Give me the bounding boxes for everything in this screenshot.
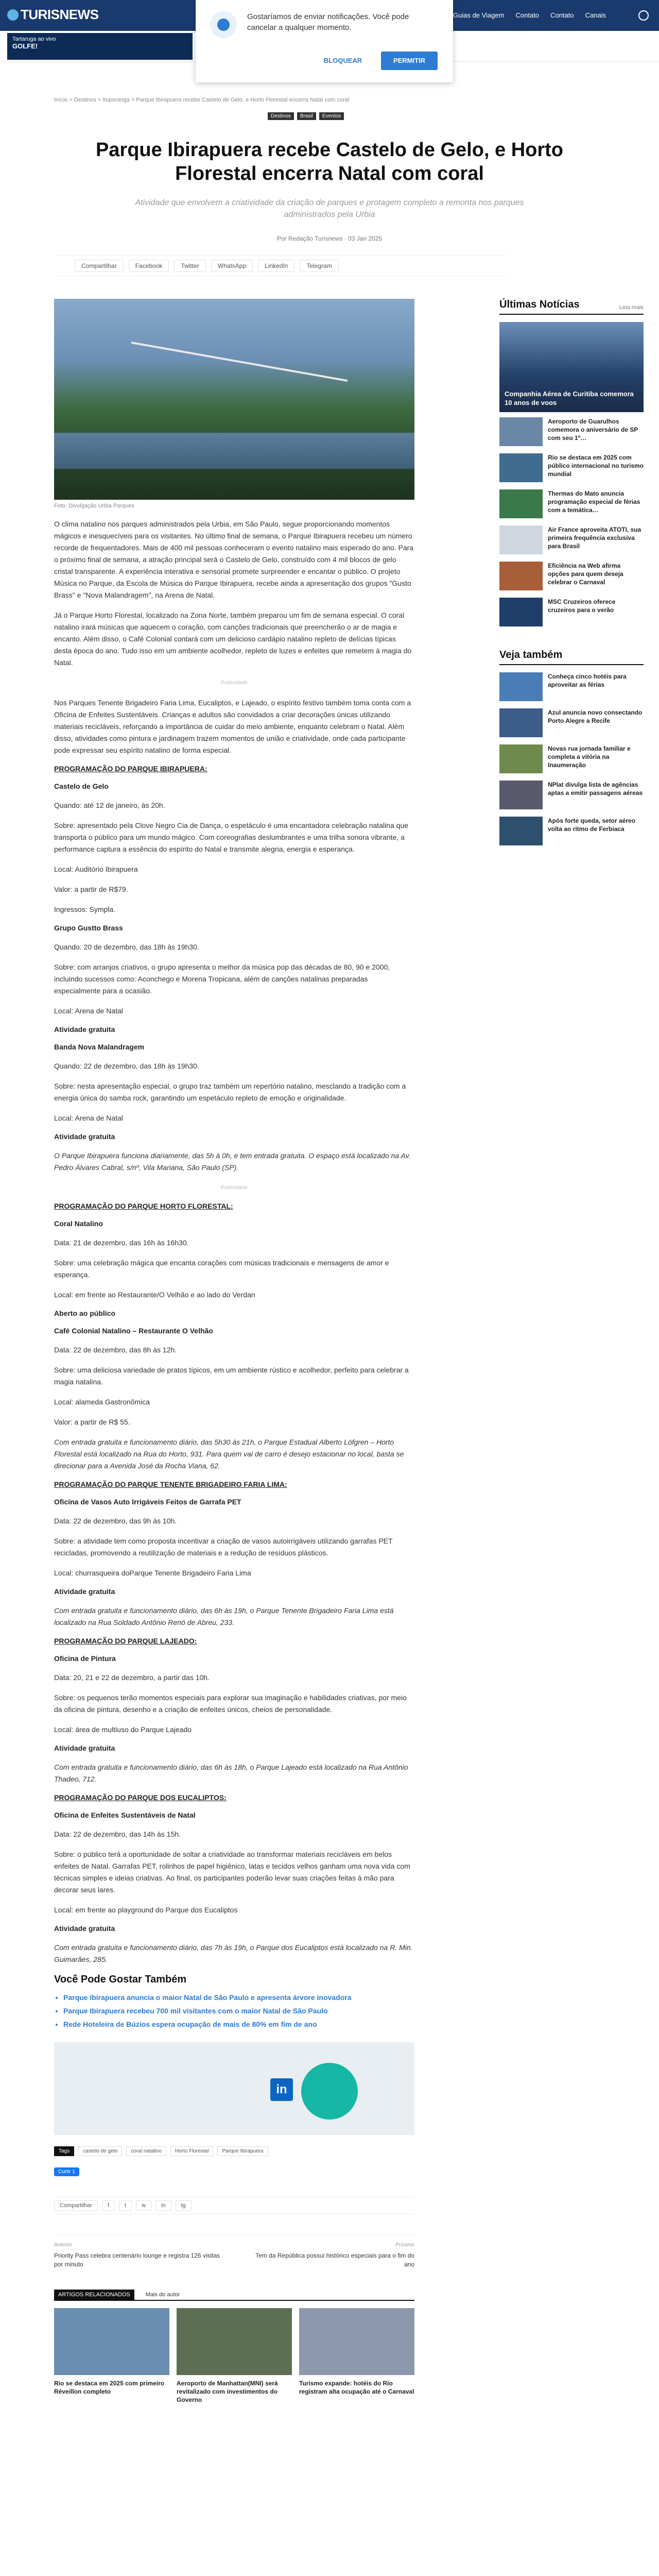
article-title: Parque Ibirapuera recebe Castelo de Gelo, e Horto Florestal encerra Natal com coral [95,139,564,184]
event-free: Atividade gratuita [54,1924,115,1933]
event-about: Sobre: uma celebração mágica que encanta corações com músicas tradicionais e mensagens de amor e esperança. [54,1259,389,1279]
park-note: Com entrada gratuita e funcionamento diário, das 6h às 19h, o Parque Tenente Brigadeiro Faria Lima está localizado na Rua Soldado Antônio Renó de Abreu, 233. [54,1606,394,1626]
linkedin-icon[interactable]: in [155,2200,171,2211]
event-free: Atividade gratuita [54,1132,115,1141]
event-when: Quando: 22 de dezembro, das 18h às 19h30. [54,1062,199,1070]
article-subtitle: Atividade que envolvem a criatividade da criação de parques e protagem completo a remonta nos parques administrados pela Urbia [135,198,524,219]
whatsapp-icon[interactable]: w [136,2200,151,2211]
park-note: Com entrada gratuita e funcionamento diário, das 5h30 às 21h, o Parque Estadual Alberto Löfgren – Horto Florestal está localizado na Rua do Horto, 931. Para quem vai de carro é desejo estacionar no local, basta se direcionar para a Avenida José da Rocha Viana, 62. [54,1438,404,1470]
ad-separator: Publicidade [221,680,248,686]
event-about: Sobre: uma deliciosa variedade de pratos típicos, em um ambiente rústico e acolhedor, perfeito para celebrar a magia natalina. [54,1366,409,1386]
thumb-image [499,417,543,446]
event-when: Quando: até 12 de janeiro, às 20h. [54,801,165,809]
site-logo[interactable]: TURISNEWS [7,7,99,23]
like-button[interactable]: Curtir 1 [54,2167,79,2176]
ad-separator: Publicidade [221,1185,248,1191]
linkedin-icon: in [270,2078,293,2101]
nav-item[interactable]: Guias de Viagem [453,11,505,19]
event-free: Atividade gratuita [54,1744,115,1752]
event-title: Coral Natalino [54,1219,103,1228]
breadcrumb: Início > Destinos > Ituporanga > Parque Ibirapuera recebe Castelo de Gelo, e Horto Florestal encerra Natal com coral [54,97,350,103]
latest-item[interactable]: Eficiência na Web afirma opções para quem deseja celebrar o Carnaval [499,562,644,590]
related-tabs [54,2290,414,2301]
bottom-ad-banner[interactable] [54,2042,414,2135]
event-title: Grupo Gustto Brass [54,924,123,932]
event-when: Data: 22 de dezembro, das 8h às 12h. [54,1346,177,1354]
thumb-image [499,598,543,626]
section-heading: PROGRAMAÇÃO DO PARQUE TENENTE BRIGADEIRO FARIA LIMA: [54,1480,287,1488]
tag-link[interactable]: Horto Florestal [170,2146,214,2156]
section-heading: PROGRAMAÇÃO DO PARQUE HORTO FLORESTAL: [54,1202,233,1210]
also-like-heading: Você Pode Gostar Também [54,1974,187,1985]
event-tickets[interactable]: Ingressos: Sympla. [54,905,116,913]
paragraph: O clima natalino nos parques administrados pela Urbia, em São Paulo, segue proporcionando momentos mágicos e inesquecíveis para os visitantes. No último final de semana, o Parque Ibirapuera recebeu um número recorde de frequentadores. Mais de 400 mil pessoas conheceram o evento natalino mais esperado do ano. Para o próximo final de semana, a atração principal será o Castelo de Gelo, construído com 4 mil blocos de gelo cristal transparente. A experiência interativa e sensorial promete surpreender e encantar o público. O projeto Música no Parque, da Escola de Música do Parque Ibirapuera, recebe ainda a apresentação dos grupos "Gusto Brass" e "Nova Malandragem", na Arena de Natal. [54,520,414,599]
brand-circle-shape [301,2063,358,2120]
thumb-image [499,453,543,482]
tag-link[interactable]: Parque Ibirapuera [217,2146,268,2156]
bottom-share-bar [54,2197,414,2214]
latest-item[interactable]: MSC Cruzeiros oferece cruzeiros para o verão [499,598,644,626]
telegram-icon[interactable]: tg [176,2200,192,2211]
event-about: Sobre: os pequenos terão momentos especiais para explorar sua imaginação e habilidades criativas, por meio da oficina de pintura, desenho e a criação de enfeites únicos, cheios de personalidade. [54,1693,407,1714]
section-heading: PROGRAMAÇÃO DO PARQUE DOS EUCALIPTOS: [54,1793,227,1802]
event-title: Oficina de Pintura [54,1654,116,1663]
event-value: Valor: a partir de R$79. [54,885,128,893]
related-card[interactable]: Rio se destaca em 2025 com primeiro Réveillon completo [54,2308,169,2412]
article-body [54,299,414,2412]
event-about: Sobre: a atividade tem como proposta incentivar a criação de vasos autoirrigáveis utilizando garrafas PET recicladas, promovendo a reutilização de materiais e a redução de resíduos plásticos. [54,1537,393,1557]
tab-more-author[interactable]: Mais do autor [145,2292,180,2298]
event-when: Data: 22 de dezembro, das 9h às 10h. [54,1517,177,1525]
thumb-image [499,708,543,737]
event-local: Local: churrasqueira doParque Tenente Brigadeiro Faria Lima [54,1569,251,1577]
thumb-image [499,526,543,554]
nav-item[interactable]: Contato [515,11,540,19]
nav-item[interactable]: Contato [550,11,574,19]
share-bar [54,256,507,276]
event-local: Local: Auditório Ibirapuera [54,865,138,873]
event-about: Sobre: com arranjos criativos, o grupo apresenta o melhor da música pop das décadas de 80, 90 e 2000, incluindo sucessos como: Aconchego e Morena Tropicana, além de canções natalinas preparadas especialmente para a ocasião. [54,963,390,995]
thumb-image [499,817,543,845]
event-title: Café Colonial Natalino – Restaurante O Velhão [54,1327,213,1335]
post-navigation [54,2235,414,2269]
tag[interactable]: Eventos [319,112,344,120]
event-value: Valor: a partir de R$ 55. [54,1418,130,1426]
section-heading: PROGRAMAÇÃO DO PARQUE LAJEADO: [54,1637,197,1645]
bell-icon [210,11,237,38]
block-button[interactable]: BLOQUEAR [323,57,362,64]
event-when: Data: 20, 21 e 22 de dezembro, a partir das 10h. [54,1673,210,1682]
event-about: Sobre: apresentado pela Clove Negro Cia de Dança, o espetáculo é uma encantadora celebração natalina que transporta o público para um mundo mágico. Com coreografias deslumbrantes e uma trilha sonora vibrante, a performance captura a essência do espírito do Natal e transmite alegria, energia e esperança. [54,821,409,853]
event-title: Banda Nova Malandragem [54,1043,145,1051]
event-title: Oficina de Vasos Auto Irrigáveis Feitos de Garrafa PET [54,1498,241,1506]
also-like-link[interactable]: • Parque Ibirapuera recebeu 700 mil visitantes com o maior Natal de São Paulo [63,2005,414,2016]
related-image [54,2308,169,2375]
image-caption: Foto: Divulgação Urbia Parques [54,503,134,509]
park-note: O Parque Ibirapuera funciona diariamente, das 5h à 0h, e tem entrada gratuita. O espaço está localizado na Av. Pedro Álvares Cabral, s/nº, Vila Mariana, São Paulo (SP). [54,1151,411,1172]
tag[interactable]: Destinos [268,112,294,120]
category-tags [268,112,344,120]
thumb-image [499,781,543,809]
also-item[interactable]: Conheça cinco hotéis para aproveitar as férias [499,672,644,701]
related-card[interactable]: Aeroporto de Manhattan(MNI) será revitalizado com investimentos do Governo [177,2308,292,2412]
event-free: Atividade gratuita [54,1025,115,1033]
tag[interactable]: Brasil [297,112,316,120]
tags-label: Tags [54,2146,74,2156]
paragraph: Nos Parques Tenente Brigadeiro Faria Lima, Eucaliptos, e Lajeado, o espírito festivo também toma conta com a Oficina de Enfeites Sustentáveis. Crianças e adultos são convidados a criar decorações únicas utilizando materiais recicláveis, reforçando a importância de cuidar do meio ambiente, enquanto celebram o Natal. Além disso, atividades como pintura e jardinagem trazem momentos de união e criatividade, onde cada participante pode expressar seu espírito natalino de forma especial. [54,699,411,754]
facebook-icon[interactable]: f [102,2200,115,2211]
next-post[interactable]: Próximo Tem da República possui histórico especiais para o fim do ano [255,2242,414,2268]
telegram-button[interactable]: Telegram [300,260,338,272]
latest-item[interactable]: Aeroporto de Guarulhos comemora o aniversário de SP com seu 1º… [499,417,644,446]
hero-image [54,299,414,500]
latest-lead-card[interactable]: Companhia Aérea de Curitiba comemora 10 anos de voos [499,322,644,412]
allow-button[interactable]: PERMITIR [381,52,438,70]
latest-more-link[interactable]: Leia mais [619,304,644,311]
tag-link[interactable]: castelo de gelo [78,2146,122,2156]
nav-item[interactable]: Canais [585,11,606,19]
related-card[interactable]: Turismo expande: hotéis do Rio registram alta ocupação até o Carnaval [299,2308,414,2412]
event-local: Local: alameda Gastronômica [54,1398,150,1406]
also-like-list [63,1992,414,2030]
also-item[interactable]: NPlat divulga lista de agências aptas a emitir passagens aéreas [499,781,644,809]
event-title: Castelo de Gelo [54,782,109,790]
event-local: Local: em frente ao Restaurante/O Velhão e ao lado do Verdan [54,1291,255,1299]
event-free: Aberto ao público [54,1309,115,1317]
also-item[interactable]: Após forte queda, setor aéreo volta ao ritmo de Ferbiaca [499,817,644,845]
tag-list [54,2146,414,2156]
event-local: Local: Arena de Natal [54,1007,123,1015]
sidebar [499,299,644,853]
header-ad[interactable]: Tartaruga ao vivo GOLFE! [7,33,193,60]
event-free: Atividade gratuita [54,1587,115,1596]
event-local: Local: em frente ao playground do Parque dos Eucaliptos [54,1906,238,1914]
latest-item[interactable]: Thermas do Mato anuncia programação especial de férias com a temática… [499,489,644,518]
twitter-button[interactable]: Twitter [174,260,205,272]
park-note: Com entrada gratuita e funcionamento diário, das 6h às 18h, o Parque Lajeado está localizado na Rua Antônio Thadeo, 712. [54,1763,408,1783]
event-when: Data: 21 de dezembro, das 16h às 16h30. [54,1239,189,1247]
latest-item[interactable]: Rio se destaca em 2025 com público internacional no turismo mundial [499,453,644,482]
article-byline: Por Redação Turisnews · 03 Jan 2025 [276,235,383,242]
also-like-link[interactable]: • Parque Ibirapuera anuncia o maior Natal de São Paulo e apresenta árvore inovadora [63,1992,414,2003]
event-title: Oficina de Enfeites Sustentáveis de Natal [54,1811,196,1819]
related-grid [54,2308,414,2412]
thumb-image [499,562,543,590]
notification-message: Gostaríamos de enviar notificações. Você pode cancelar a qualquer momento. [247,12,409,32]
share-button[interactable]: Compartilhar [54,2200,98,2211]
event-when: Quando: 20 de dezembro, das 18h às 19h30. [54,943,199,951]
also-item[interactable]: Azul anuncia novo consectando Porto Alegre a Recife [499,708,644,737]
also-like-link[interactable]: • Rede Hoteleira de Búzios espera ocupação de mais de 80% em fim de ano [63,2019,414,2030]
event-local: Local: área de multiuso do Parque Lajeado [54,1725,192,1734]
park-note: Com entrada gratuita e funcionamento diário, das 7h às 19h, o Parque dos Eucaliptos está localizado na R. Min. Guimarães, 285. [54,1943,413,1963]
search-icon[interactable] [638,10,649,21]
also-heading: Veja também [499,649,644,665]
paragraph: Já o Parque Horto Florestal, localizado na Zona Norte, também preparou um fim de semana especial. O coral natalino irará músicas que aquecem o coração, com canções tradicionais que preencherão o ar de magia e encanto. Além disso, o Café Colonial contará com um delicioso cardápio natalino repleto de delícias típicas desta época do ano. Tudo isso em um ambiente acolhedor, repleto de luzes e enfeites que remetem à magia do Natal. [54,611,412,667]
thumb-image [499,672,543,701]
section-heading: PROGRAMAÇÃO DO PARQUE IBIRAPUERA: [54,765,207,773]
share-button[interactable]: Compartilhar [75,260,124,272]
prev-post[interactable]: Anterior Priority Pass celebra centenário lounge e registra 126 visitas por minuto [54,2242,220,2268]
event-when: Data: 22 de dezembro, das 14h às 15h. [54,1830,181,1838]
event-local: Local: Arena de Natal [54,1114,123,1122]
related-image [177,2308,292,2375]
latest-item[interactable]: Air France aproveita ATOTI, sua primeira frequência exclusiva para Brasil [499,526,644,554]
notification-prompt [196,0,453,82]
tag-link[interactable]: coral natalino [126,2146,166,2156]
event-about: Sobre: nesta apresentação especial, o grupo traz também um repertório natalino, mesclando a tradição com a energia única do samba rock, garantindo um espetáculo repleto de emoção e originalidade. [54,1082,406,1102]
thumb-image [499,489,543,518]
thumb-image [499,744,543,773]
twitter-icon[interactable]: t [119,2200,132,2211]
facebook-button[interactable]: Facebook [129,260,169,272]
related-image [299,2308,414,2375]
tab-related[interactable]: ARTIGOS RELACIONADOS [54,2290,134,2300]
globe-icon [7,9,19,21]
linkedin-button[interactable]: LinkedIn [258,260,294,272]
event-about: Sobre: o público terá a oportunidade de soltar a criatividade ao transformar materiais recicláveis em belos enfeites de Natal. Garrafas PET, rolinhos de papel higiênico, latas e tecidos velhos ganham uma nova vida com técnicas simples e ideias criativas. Ao final, os participantes poderão levar suas criações feitas à mão para decorar seus lares. [54,1850,410,1894]
whatsapp-button[interactable]: WhatsApp [211,260,253,272]
latest-heading: Últimas Notícias Leia mais [499,299,644,315]
main-nav [453,11,606,19]
also-item[interactable]: Novas rua jornada familiar e completa a vitória na Inaumeração [499,744,644,773]
